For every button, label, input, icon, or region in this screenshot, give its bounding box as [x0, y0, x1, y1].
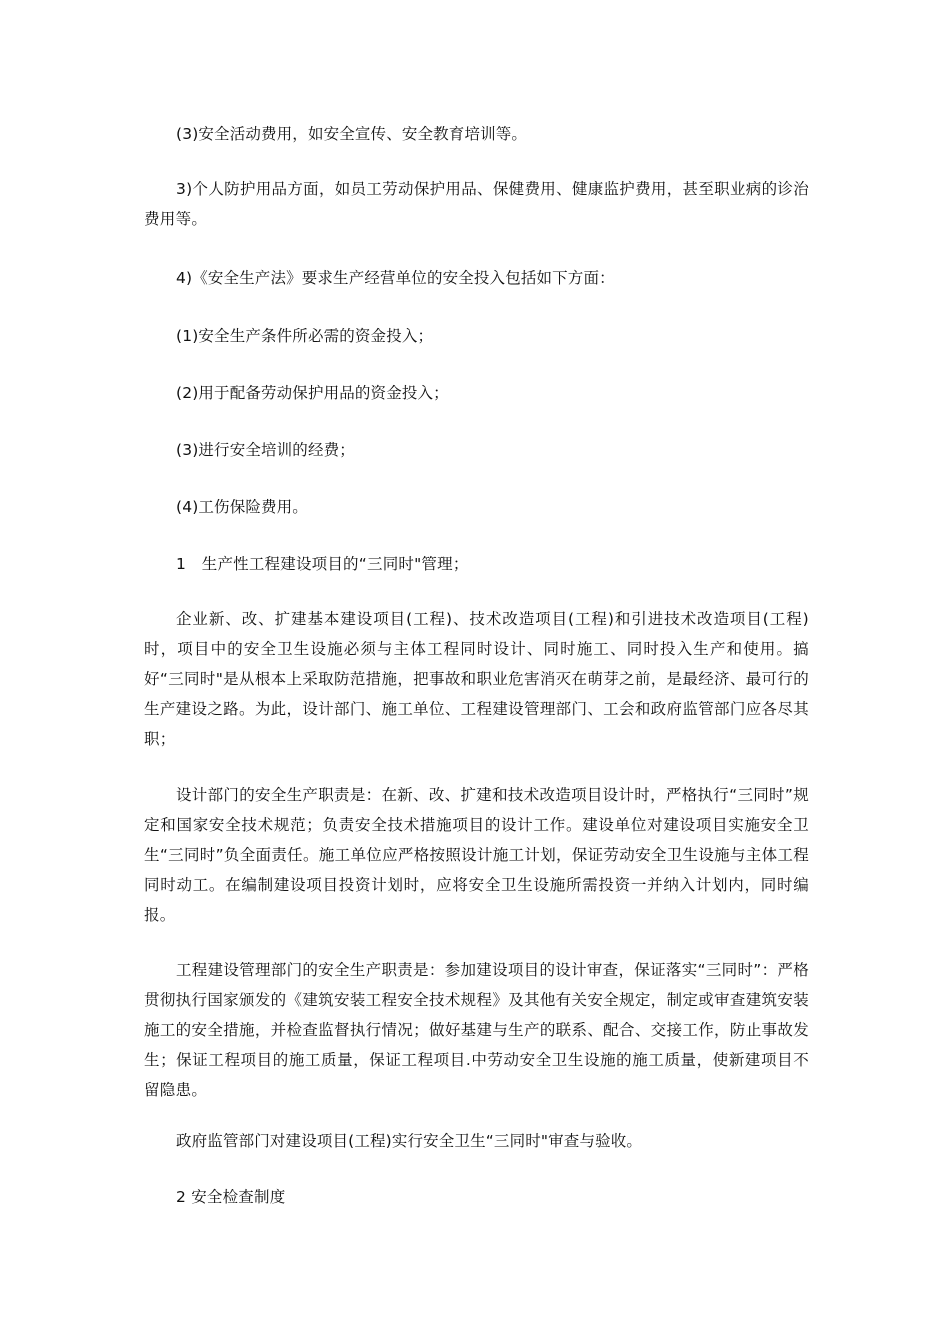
list-item-investment-1: (1)安全生产条件所必需的资金投入； — [176, 327, 434, 345]
paragraph-three-simultaneous-overview: 企业新、改、扩建基本建设项目(工程)、技术改造项目(工程)和引进技术改造项目(工程)时，项目中的安全卫生设施必须与主体工程同时设计、同时施工、同时投入生产和使用。搞好“三同时"是从根本上采取防范措施，把事故和职业危害消灭在萌芽之前，是最经济、最可行的生产建设之路。为此，设计部门、施工单位、工程建设管理部门、工会和政府监管部门应各尽其职； — [144, 610, 809, 748]
section-heading-three-simultaneous: 1 生产性工程建设项目的“三同时"管理； — [176, 555, 469, 573]
section-heading-safety-inspection: 2 安全检查制度 — [176, 1188, 286, 1206]
paragraph-government-supervision: 政府监管部门对建设项目(工程)实行安全卫生“三同时"审查与验收。 — [176, 1132, 643, 1150]
paragraph-personal-protection-costs: 3)个人防护用品方面，如员工劳动保护用品、保健费用、健康监护费用，甚至职业病的诊治费用等。 — [144, 180, 809, 228]
paragraph-construction-management-duties: 工程建设管理部门的安全生产职责是：参加建设项目的设计审查，保证落实“三同时”：严格贯彻执行国家颁发的《建筑安装工程安全技术规程》及其他有关安全规定，制定或审查建筑安装施工的安全措施，并检查监督执行情况；做好基建与生产的联系、配合、交接工作，防止事故发生；保证工程项目的施工质量，保证工程项目.中劳动安全卫生设施的施工质量，使新建项目不留隐患。 — [144, 961, 809, 1099]
paragraph-design-department-duties: 设计部门的安全生产职责是：在新、改、扩建和技术改造项目设计时，严格执行“三同时”规定和国家安全技术规范；负责安全技术措施项目的设计工作。建设单位对建设项目实施安全卫生“三同时”负全面责任。施工单位应严格按照设计施工计划，保证劳动安全卫生设施与主体工程同时动工。在编制建设项目投资计划时，应将安全卫生设施所需投资一并纳入计划内，同时编报。 — [144, 786, 809, 924]
list-item-investment-3: (3)进行安全培训的经费； — [176, 441, 355, 459]
list-item-investment-2: (2)用于配备劳动保护用品的资金投入； — [176, 384, 449, 402]
list-item-investment-4: (4)工伤保险费用。 — [176, 498, 308, 516]
paragraph-safety-law-investment: 4)《安全生产法》要求生产经营单位的安全投入包括如下方面： — [176, 269, 615, 287]
paragraph-safety-activity-costs: (3)安全活动费用，如安全宣传、安全教育培训等。 — [176, 125, 528, 143]
